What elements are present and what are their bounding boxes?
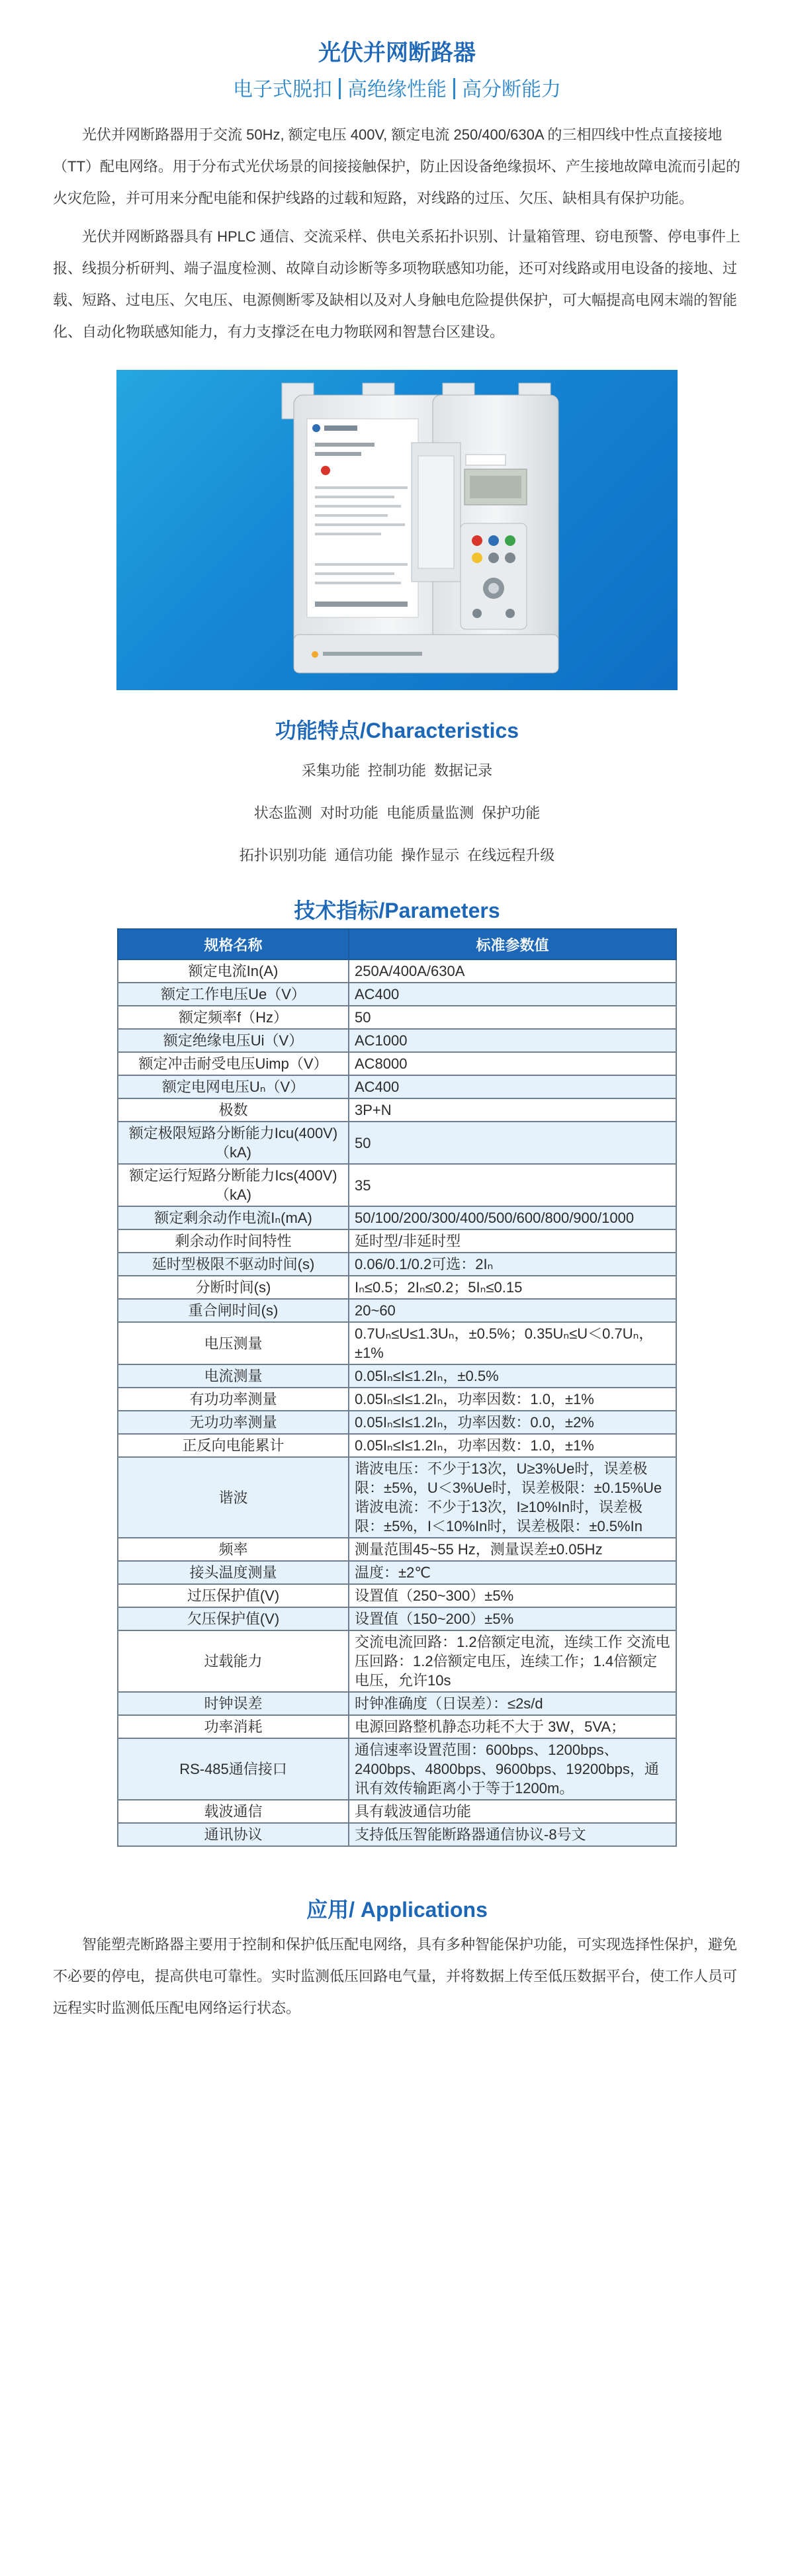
intro-paragraph: 光伏并网断路器具有 HPLC 通信、交流采样、供电关系拓扑识别、计量箱管理、窃电预警、停电事件上报、线损分析研判、端子温度检测、故障自动诊断等多项物联感知功能，还可对线路或用电设备的接地、过载、短路、过电压、欠电压、电源侧断零及缺相以及对人身触电危险提供保护，可大幅提高电网末端的智能化、自动化物联感知能力，有力支撑泛在电力物联网和智慧台区建设。 [53,228,740,340]
param-name-cell: 载波通信 [118,1800,349,1823]
product-photo [116,370,678,690]
param-name-cell: 额定电网电压Uₙ（V） [118,1075,349,1098]
param-name-cell: 通讯协议 [118,1823,349,1846]
param-name-cell: 电流测量 [118,1364,349,1388]
param-name-cell: 欠压保护值(V) [118,1607,349,1630]
param-value-cell: 设置值（150~200）±5% [349,1607,676,1630]
param-name-cell: 谐波 [118,1457,349,1538]
characteristics-row [53,834,741,877]
characteristics-row [53,750,741,792]
parameters-table [117,928,677,1847]
table-row [118,1206,676,1229]
table-row [118,1434,676,1457]
parameters-table-body [118,959,676,1846]
table-row [118,1607,676,1630]
param-name-cell: 额定剩余动作电流Iₙ(mA) [118,1206,349,1229]
param-value-cell: 0.05Iₙ≤I≤1.2Iₙ，功率因数：1.0，±1% [349,1434,676,1457]
feature-tag: 通信功能 [334,847,393,864]
param-name-cell: 电压测量 [118,1322,349,1364]
page-title: 光伏并网断路器 [318,40,476,66]
table-row [118,1800,676,1823]
table-row [118,1122,676,1164]
param-value-cell: 通信速率设置范围：600bps、1200bps、2400bps、4800bps、9600bps、19200bps，通讯有效传输距离小于等于1200m。 [349,1738,676,1800]
table-row [118,1253,676,1276]
param-value-cell: 交流电流回路：1.2倍额定电流，连续工作 交流电压回路：1.2倍额定电压，连续工作；1.4倍额定电压，允许10s [349,1630,676,1692]
param-value-cell: 0.06/0.1/0.2可选：2Iₙ [349,1253,676,1276]
feature-tag: 控制功能 [367,762,426,779]
feature-tag: 状态监测 [253,805,312,821]
feature-tag: 采集功能 [301,762,360,779]
table-row [118,1029,676,1052]
table-row [118,1538,676,1561]
param-name-cell: 有功功率测量 [118,1388,349,1411]
param-name-cell: 时钟误差 [118,1692,349,1715]
table-row [118,1052,676,1075]
param-value-cell: 50/100/200/300/400/500/600/800/900/1000 [349,1206,676,1229]
feature-tag: 电能质量监测 [386,805,474,821]
param-value-cell: Iₙ≤0.5；2Iₙ≤0.2；5Iₙ≤0.15 [349,1276,676,1299]
param-value-cell: 测量范围45~55 Hz，测量误差±0.05Hz [349,1538,676,1561]
table-row [118,1561,676,1584]
param-value-cell: 0.05Iₙ≤I≤1.2Iₙ，功率因数：0.0，±2% [349,1411,676,1434]
table-header-row [118,929,676,959]
param-value-cell: AC1000 [349,1029,676,1052]
param-value-cell: 时钟准确度（日误差）：≤2s/d [349,1692,676,1715]
param-name-cell: 额定频率f（Hz） [118,1006,349,1029]
param-name-cell: 接头温度测量 [118,1561,349,1584]
subtitle-divider [453,78,455,99]
parameters-title: 技术指标/Parameters [294,899,500,922]
table-row [118,1823,676,1846]
table-row [118,1715,676,1738]
feature-tag: 操作显示 [401,847,460,864]
param-name-cell: 额定冲击耐受电压Uimp（V） [118,1052,349,1075]
feature-tag: 数据记录 [434,762,493,779]
param-name-cell: 过载能力 [118,1630,349,1692]
param-value-cell: 20~60 [349,1299,676,1322]
table-row [118,1276,676,1299]
table-row [118,1229,676,1253]
param-value-cell: 3P+N [349,1098,676,1122]
table-row [118,1738,676,1800]
param-name-cell: 额定电流In(A) [118,959,349,983]
param-value-cell: 温度：±2℃ [349,1561,676,1584]
param-value-cell: 35 [349,1164,676,1206]
param-value-cell: 电源回路整机静态功耗不大于 3W，5VA； [349,1715,676,1738]
table-row [118,1692,676,1715]
characteristics-row [53,792,741,834]
param-name-cell: 额定工作电压Ue（V） [118,983,349,1006]
param-name-cell: 额定绝缘电压Ui（V） [118,1029,349,1052]
column-header: 规格名称 [118,929,349,959]
param-name-cell: 正反向电能累计 [118,1434,349,1457]
table-row [118,1630,676,1692]
applications-title: 应用/ Applications [306,1898,488,1922]
param-value-cell: 0.05Iₙ≤I≤1.2Iₙ，±0.5% [349,1364,676,1388]
param-value-cell: AC400 [349,1075,676,1098]
param-name-cell: 延时型极限不驱动时间(s) [118,1253,349,1276]
table-row [118,1299,676,1322]
param-value-cell: 设置值（250~300）±5% [349,1584,676,1607]
table-row [118,1322,676,1364]
param-name-cell: 极数 [118,1098,349,1122]
param-value-cell: 50 [349,1122,676,1164]
param-value-cell: 延时型/非延时型 [349,1229,676,1253]
table-row [118,959,676,983]
table-row [118,1457,676,1538]
param-value-cell: 谐波电压：不少于13次，U≥3%Ue时，误差极限：±5%，U＜3%Ue时，误差极限：±0.15%Ue 谐波电流：不少于13次，I≥10%In时，误差极限：±5%，I＜10%In时，误差极限：±0.5%In [349,1457,676,1538]
circuit-breaker-photo-icon [116,370,678,690]
table-row [118,983,676,1006]
table-row [118,1388,676,1411]
param-name-cell: 无功功率测量 [118,1411,349,1434]
param-value-cell: 50 [349,1006,676,1029]
param-name-cell: 剩余动作时间特性 [118,1229,349,1253]
applications-paragraph: 智能塑壳断路器主要用于控制和保护低压配电网络，具有多种智能保护功能，可实现选择性保护，避免不必要的停电，提高供电可靠性。实时监测低压回路电气量，并将数据上传至低压数据平台，使工作人员可远程实时监测低压配电网络运行状态。 [53,1936,738,2016]
feature-tag: 保护功能 [482,805,541,821]
param-name-cell: 功率消耗 [118,1715,349,1738]
param-value-cell: 具有载波通信功能 [349,1800,676,1823]
param-name-cell: 重合闸时间(s) [118,1299,349,1322]
characteristics-list [53,750,741,877]
param-name-cell: 分断时间(s) [118,1276,349,1299]
feature-tag: 拓扑识别功能 [239,847,327,864]
subtitle-part: 高分断能力 [462,79,561,101]
param-value-cell: AC400 [349,983,676,1006]
param-name-cell: 额定运行短路分断能力Ics(400V)（kA) [118,1164,349,1206]
param-name-cell: 过压保护值(V) [118,1584,349,1607]
table-row [118,1075,676,1098]
table-row [118,1164,676,1206]
param-value-cell: 0.7Uₙ≤U≤1.3Uₙ，±0.5%；0.35Uₙ≤U＜0.7Uₙ，±1% [349,1322,676,1364]
param-value-cell: 250A/400A/630A [349,959,676,983]
table-row [118,1364,676,1388]
table-row [118,1411,676,1434]
column-header: 标准参数值 [349,929,676,959]
table-row [118,1584,676,1607]
subtitle-part: 电子式脱扣 [233,79,332,101]
param-name-cell: RS-485通信接口 [118,1738,349,1800]
param-name-cell: 额定极限短路分断能力Icu(400V)（kA) [118,1122,349,1164]
param-name-cell: 频率 [118,1538,349,1561]
table-row [118,1098,676,1122]
param-value-cell: AC8000 [349,1052,676,1075]
table-row [118,1006,676,1029]
characteristics-title: 功能特点/Characteristics [275,719,519,742]
subtitle-divider [339,78,341,99]
page-subtitle [0,73,794,114]
feature-tag: 对时功能 [320,805,378,821]
subtitle-part: 高绝缘性能 [347,79,447,101]
intro-paragraph: 光伏并网断路器用于交流 50Hz, 额定电压 400V, 额定电流 250/400/630A 的三相四线中性点直接接地（TT）配电网络。用于分布式光伏场景的间接接触保护，防止因设备绝缘损坏、产生接地故障电流而引起的火灾危险，并可用来分配电能和保护线路的过载和短路，对线路的过压、欠压、缺相具有保护功能。 [53,126,740,206]
param-value-cell: 0.05Iₙ≤I≤1.2Iₙ，功率因数：1.0，±1% [349,1388,676,1411]
feature-tag: 在线远程升级 [467,847,555,864]
param-value-cell: 支持低压智能断路器通信协议-8号文 [349,1823,676,1846]
